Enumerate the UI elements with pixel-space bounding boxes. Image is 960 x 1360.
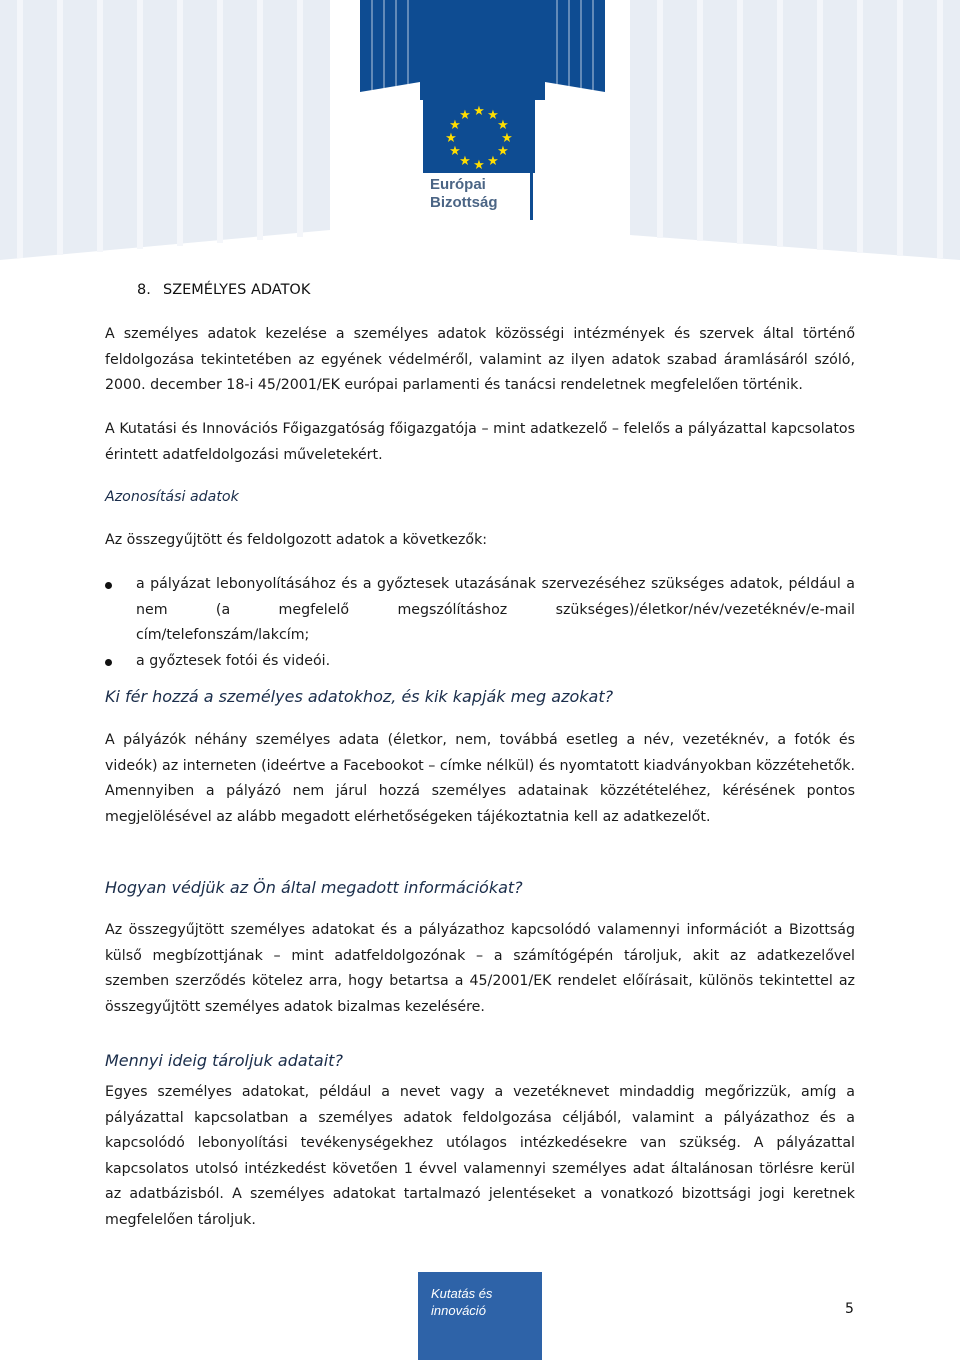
paragraph-text: Az összegyűjtött személyes adatokat és a pályázathoz kapcsolódó valamennyi információt a Bizottság külső megbízottjának – mint adatfeldolgozónak – a számítógépén tároljuk, akit az adatkezelővel szemben szerződés kötelez arra, hogy betartsa a 45/2001/EK rendelet előírásait, különös tekintettel az összegyűjtött személyes adatok bizalmas kezelésére. — [105, 922, 855, 1015]
bullet-icon — [105, 582, 112, 589]
paragraph-controller — [105, 417, 855, 468]
svg-text:★: ★ — [501, 131, 513, 146]
svg-text:★: ★ — [473, 158, 485, 173]
paragraph-text: Az összegyűjtött és feldolgozott adatok a következők: — [105, 532, 488, 548]
subheading-identification — [105, 485, 855, 511]
section-number: 8. — [137, 282, 151, 298]
heading-text: Ki fér hozzá a személyes adatokhoz, és kik kapják meg azokat? — [105, 687, 614, 706]
heading-text: Hogyan védjük az Ön által megadott információkat? — [105, 878, 523, 897]
page-number: 5 — [845, 1301, 854, 1317]
heading-protection — [105, 875, 855, 901]
svg-text:★: ★ — [449, 144, 461, 159]
paragraph-publication — [105, 728, 855, 830]
heading-text: Mennyi ideig tároljuk adatait? — [105, 1051, 343, 1070]
paragraph-data-list-intro — [105, 528, 855, 554]
heading-access — [105, 684, 855, 710]
section-heading — [137, 282, 310, 298]
footer-badge-line1: Kutatás és — [431, 1286, 493, 1301]
svg-text:★: ★ — [487, 154, 499, 169]
svg-text:★: ★ — [473, 104, 485, 119]
subheading-text: Azonosítási adatok — [105, 489, 239, 505]
paragraph-protection — [105, 918, 855, 1020]
ec-header-graphic — [0, 0, 960, 260]
svg-text:★: ★ — [497, 144, 509, 159]
paragraph-text: A személyes adatok kezelése a személyes adatok közösségi intézmények és szervek által történő feldolgozása tekintetében az egyének védelméről, valamint az ilyen adatok szabad áramlásáról szóló, 2000. december 18-i 45/2001/EK európai parlamenti és tanácsi rendeletnek megfelelően történik. — [105, 326, 855, 393]
paragraph-text: A Kutatási és Innovációs Főigazgatóság főigazgatója – mint adatkezelő – felelős a pályázattal kapcsolatos érintett adatfeldolgozási műveletekért. — [105, 421, 855, 463]
svg-text:★: ★ — [459, 108, 471, 123]
paragraph-text: A pályázók néhány személyes adata (életkor, nem, továbbá esetleg a név, vezetéknév, a fotók és videók) az interneten (ideértve a Facebookot – címke nélkül) és nyomtatott kiadványokban közzétehetők. Amennyiben a pályázó nem járul hozzá személyes adatainak közzétételéhez, kérésének pontos megjelölésével az alább megadott elérhetőségeken tájékoztatnia kell az adatkezelőt. — [105, 732, 855, 825]
list-item: a győztesek fotói és videói. — [105, 649, 855, 675]
section-title: SZEMÉLYES ADATOK — [163, 282, 311, 298]
bullet-list — [105, 572, 855, 674]
paragraph-legal-basis — [105, 322, 855, 399]
svg-text:★: ★ — [445, 131, 457, 146]
paragraph-text: Egyes személyes adatokat, például a nevet vagy a vezetéknevet mindaddig megőrizzük, amíg a pályázattal kapcsolatban a személyes adatok feldolgozása céljából, valamint a pályázathoz és a kapcsolódó lebonyolítási tevékenységekhez utólagos intézkedésekre van szükség. A pályázattal kapcsolatos utolsó intézkedést követően 1 évvel valamennyi személyes adat általánosan törlésre kerül az adatbázisból. A személyes adatokat tartalmazó jelentéseket a vonatkozó bizottsági jogi keretnek megfelelően tároljuk. — [105, 1084, 855, 1228]
svg-text:★: ★ — [497, 118, 509, 133]
paragraph-retention — [105, 1080, 855, 1233]
svg-text:★: ★ — [487, 108, 499, 123]
footer-badge — [418, 1272, 542, 1360]
svg-text:★: ★ — [449, 118, 461, 133]
heading-retention — [105, 1048, 855, 1074]
list-item: a pályázat lebonyolításához és a győztesek utazásának szervezéséhez szükséges adatok, például a nem (a megfelelő megszólításhoz szükséges)/életkor/név/vezetéknév/e-mail cím/telefonszám/lakcím; — [105, 572, 855, 649]
footer-badge-text — [431, 1285, 541, 1319]
logo-text-line1: Európai — [430, 176, 486, 193]
footer-badge-line2: innováció — [431, 1303, 486, 1318]
bullet-icon — [105, 659, 112, 666]
logo-text-line2: Bizottság — [430, 194, 498, 211]
svg-text:★: ★ — [459, 154, 471, 169]
